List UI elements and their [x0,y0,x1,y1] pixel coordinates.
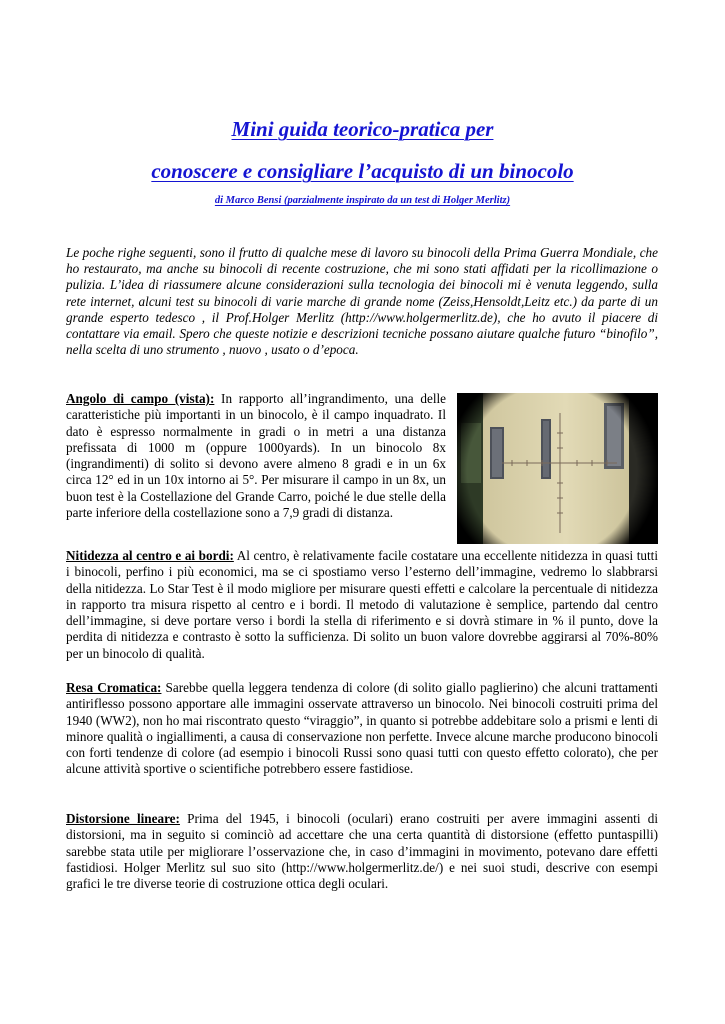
section-body: Sarebbe quella leggera tendenza di colore (di solito giallo paglierino) che alcuni trattamenti antiriflesso possono apportare alle immagini osservate attraverso un binocolo. Nei binocoli costruiti prima del 1940 (WW2), non ho mai riscontrato questo “viraggio”, in quanto si potrebbe addebitare solo a prismi e lenti di minore qualità o ingiallimenti, a causa di conservazione non perfette. Invece alcune marche producono binocoli con forti tendenze di colore (ad esempio i binocoli Russi sono quasi tutti con questo effetto colorato), che per alcune attività sportive o scientifiche potrebbero essere fastidiose. [66,680,659,777]
section-heading: Nitidezza al centro e ai bordi: [66,548,234,563]
title-line-2: conoscere e consigliare l’acquisto di un binocolo [151,159,574,183]
section-body: In rapporto all’ingrandimento, una delle caratteristiche più importanti in un binocolo, è il campo inquadrato. Il dato è espresso normalmente in gradi o in metri a una distanza prefissata di 1000 m (oppure 1000yards). In un binocolo 8x (ingrandimenti) di solito si devono avere almeno 8 gradi e in un 6x circa 12° ed in un 10x intorno ai 5°. Per misurare il campo in un 8x, un buon test è la Costellazione del Grande Carro, poiché le due stelle della parte inferiore della costellazione sono a 7,9 gradi di distanza. [66,391,446,521]
section-body: Prima del 1945, i binocoli (oculari) erano costruiti per avere immagini assenti di distorsioni, ma in seguito si cominciò ad accettare che una certa quantità di distorsione (effetto puntaspilli) sarebbe stata utile per migliorare l’osservazione che, in caso d’immagini in movimento, potevano dare effetti fastidiosi. Holger Merlitz sul suo sito (http://www.holgermerlitz.de/) e nei suoi studi, descrive con esempi grafici le tre diverse teorie di costruzione ottica degli oculari. [66,811,658,892]
intro-paragraph: Le poche righe seguenti, sono il frutto di qualche mese di lavoro su binocoli della Prima Guerra Mondiale, che ho restaurato, ma anche su binocoli di recente costruzione, che mi sono stati affidati per la ricollimazione o pulizia. L’idea di riassumere alcune considerazioni sulla tecnologia dei binocoli mi è venuta leggendo, sulla rete internet, alcuni test su binocoli di varie marche di grande nome (Zeiss,Hensoldt,Leitz etc.) da parte di un grande esperto tedesco , il Prof.Holger Merlitz (http://www.holgermerlitz.de), che ho avuto il piacere di contattare via email. Spero che queste notizie e descrizioni tecniche possano aiutare qualche futuro “binofilo”, nella scelta di uno strumento , nuovo , usato o d’epoca. [66,245,658,358]
byline: di Marco Bensi (parzialmente inspirato da un test di Holger Merlitz) [214,195,511,206]
section-heading: Resa Cromatica: [66,680,162,695]
section-body: Al centro, è relativamente facile costatare una eccellente nitidezza in quasi tutti i binocoli, perfino i più economici, ma se ci spostiamo verso l’esterno dell’immagine, vedremo lo slabbrarsi della nitidezza. Lo Star Test è il modo migliore per misurare questi effetti e calcolare la percentuale di nitidezza in rapporto tra misura rispetto al centro e i bordi. Il metodo di valutazione è semplice, partendo dal centro dell’immagine, si deve portare verso i bordi la stella di riferimento e si dovrà stimare in % il punto, dove la perdita di nitidezza e contrasto è sotto la sufficienza. Di solito un buon valore dovrebbe aggirarsi al 70%-80% per un binocolo di qualità. [66,548,658,661]
section-heading: Distorsione lineare: [66,811,180,826]
binocular-view-image [457,393,658,544]
section-resa-cromatica [66,680,658,778]
title-line-1: Mini guida teorico-pratica per [231,117,494,141]
section-distorsione-lineare [66,811,658,892]
binocular-view-photo [457,393,658,544]
section-nitidezza [66,548,658,662]
section-heading: Angolo di campo (vista): [66,391,215,406]
section-angolo-di-campo [66,391,446,521]
